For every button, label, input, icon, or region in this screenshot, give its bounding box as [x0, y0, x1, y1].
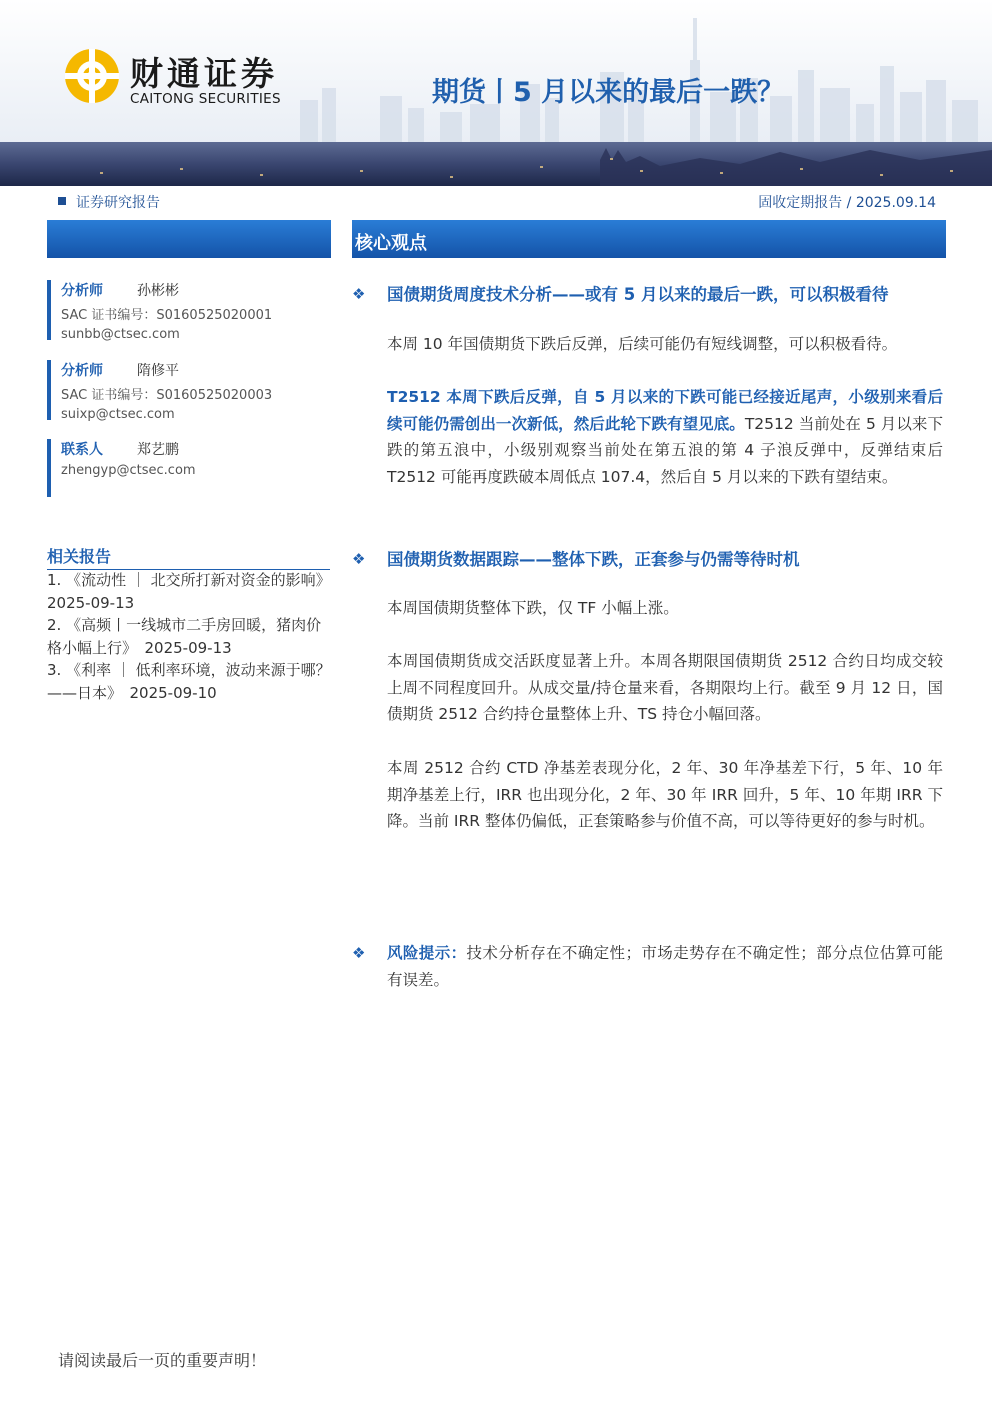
- brand-logo: [62, 46, 302, 110]
- footer-disclaimer-note: 请阅读最后一页的重要声明！: [58, 1351, 267, 1370]
- core-views-title: 核心观点: [355, 233, 427, 254]
- paragraph: [387, 595, 943, 622]
- related-reports-title: 相关报告: [47, 544, 330, 570]
- page-header: [0, 0, 992, 186]
- analyst-name: 隋修平: [137, 363, 179, 379]
- section-heading-text: 国债期货周度技术分析——或有 5 月以来的最后一跌，可以积极看待: [387, 285, 889, 304]
- risk-text: 技术分析存在不确定性；市场走势存在不确定性；部分点位估算可能有误差。: [387, 944, 943, 989]
- paragraph-text: 本周 10 年国债期货下跌后反弹，后续可能仍有短线调整，可以积极看待。: [387, 335, 898, 353]
- report-title: 期货丨5 月以来的最后一跌？: [432, 77, 785, 108]
- core-views-bar: [352, 220, 946, 258]
- paragraph: [387, 755, 943, 835]
- analyst-card: [47, 280, 345, 340]
- report-category-label: 证券研究报告: [76, 195, 160, 211]
- analyst-name: 孙彬彬: [137, 283, 179, 299]
- analyst-sac: SAC 证书编号：S0160525020001: [61, 308, 273, 323]
- report-category: [58, 192, 160, 212]
- analyst-sac: SAC 证书编号：S0160525020003: [61, 388, 273, 403]
- paragraph-emphasis: T2512 本周下跌后反弹，自 5 月以来的下跌可能已经接近尾声，小级别来看后续可能仍需创出一次新低，然后此轮下跌有望见底。: [387, 388, 943, 433]
- analyst-email[interactable]: sunbb@ctsec.com: [61, 327, 180, 342]
- contact-card: [47, 439, 345, 497]
- contact-email[interactable]: zhengyp@ctsec.com: [61, 463, 196, 478]
- section-heading: [352, 281, 888, 305]
- brand-name-en: CAITONG SECURITIES: [130, 91, 281, 107]
- analyst-role: 分析师: [61, 283, 103, 299]
- analyst-email[interactable]: suixp@ctsec.com: [61, 407, 175, 422]
- related-report-item[interactable]: 3. 《利率 ｜ 低利率环境，波动来源于哪？——日本》 2025-09-10: [47, 661, 331, 702]
- related-report-item[interactable]: 2. 《高频丨一线城市二手房回暖，猪肉价格小幅上行》 2025-09-13: [47, 616, 322, 657]
- caitong-logo-icon: [62, 46, 122, 106]
- paragraph-text: 本周 2512 合约 CTD 净基差表现分化，2 年、30 年净基差下行，5 年、10 年期净基差上行，IRR 也出现分化，2 年、30 年 IRR 回升，5 年、10 年期 IRR 下降。当前 IRR 整体仍偏低，正套策略参与价值不高，可以等待更好的参与时机。: [387, 759, 943, 831]
- paragraph: [387, 648, 943, 728]
- related-reports-list: [47, 569, 334, 704]
- brand-name-cn: 财通证券: [130, 54, 278, 93]
- contact-name: 郑艺鹏: [137, 442, 179, 458]
- square-icon: [58, 197, 66, 205]
- contact-role: 联系人: [61, 442, 103, 458]
- section-heading: [352, 546, 800, 570]
- related-report-item[interactable]: 1. 《流动性 ｜ 北交所打新对资金的影响》 2025-09-13: [47, 571, 331, 612]
- paragraph-text: 本周国债期货整体下跌，仅 TF 小幅上涨。: [387, 599, 679, 617]
- sidebar-header-bar: [47, 220, 331, 258]
- risk-body: [387, 940, 943, 993]
- paragraph: [387, 331, 943, 358]
- paragraph-text: 本周国债期货成交活跃度显著上升。本周各期限国债期货 2512 合约日均成交较上周不同程度回升。从成交量/持仓量来看，各期限均上行。截至 9 月 12 日，国债期货 2512 合约持仓量整体上升、TS 持仓小幅回落。: [387, 652, 943, 724]
- diamond-bullet-icon: ❖: [352, 944, 366, 962]
- analyst-role: 分析师: [61, 363, 103, 379]
- analyst-card: [47, 360, 345, 420]
- diamond-bullet-icon: ❖: [352, 550, 366, 568]
- diamond-bullet-icon: ❖: [352, 285, 366, 303]
- section-heading-text: 国债期货数据跟踪——整体下跌，正套参与仍需等待时机: [387, 550, 800, 569]
- risk-label: 风险提示：: [387, 944, 467, 962]
- paragraph: [387, 384, 943, 490]
- paragraph-text: T2512 当前处在 5 月以来下跌的第五浪中，小级别观察当前处在第五浪的第 4 子浪反弹中，反弹结束后 T2512 可能再度跌破本周低点 107.4，然后自 5 月以来的下跌有望结束。: [387, 414, 943, 486]
- report-type-date: 固收定期报告 / 2025.09.14: [758, 195, 936, 211]
